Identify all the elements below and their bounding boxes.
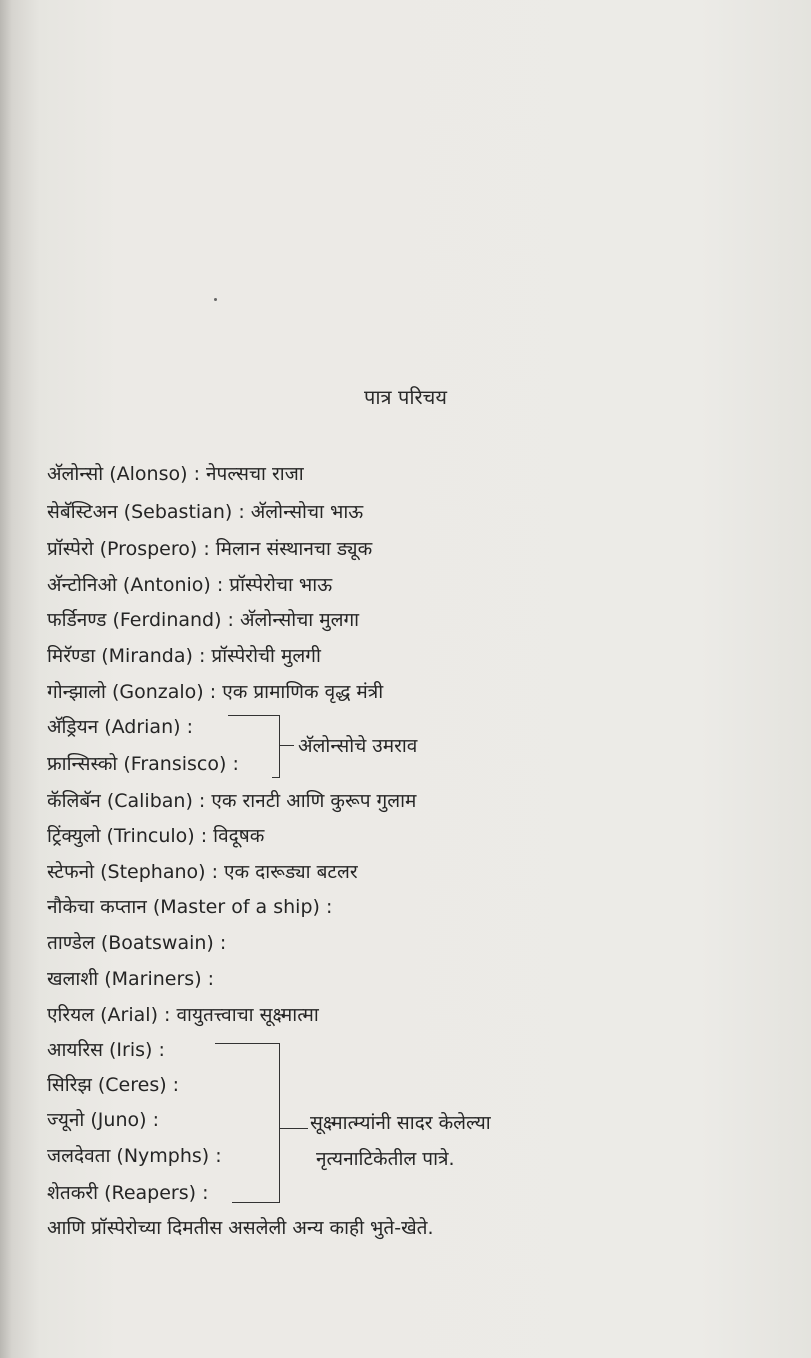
group-label-spirits-line2: नृत्यनाटिकेतील पात्रे. — [316, 1148, 455, 1170]
character-line: प्रॉस्पेरो (Prospero) : मिलान संस्थानचा ड्यूक — [47, 538, 373, 560]
bracket-pointer — [280, 1128, 308, 1129]
character-line: आयरिस (Iris) : — [47, 1039, 165, 1061]
group-label-nobles: अ‍ॅलोन्सोचे उमराव — [298, 735, 418, 757]
character-line: मिरॅण्डा (Miranda) : प्रॉस्पेरोची मुलगी — [47, 645, 321, 667]
character-line: फ्रान्सिस्को (Fransisco) : — [47, 753, 239, 775]
character-line: शेतकरी (Reapers) : — [47, 1182, 209, 1204]
page-title: पात्र परिचय — [364, 385, 447, 409]
character-line: ट्रिंक्युलो (Trinculo) : विदूषक — [47, 825, 265, 847]
character-line: गोन्झालो (Gonzalo) : एक प्रामाणिक वृद्ध मंत्री — [47, 681, 384, 703]
character-line: फर्डिनण्ड (Ferdinand) : अ‍ॅलोन्सोचा मुलगा — [47, 609, 360, 631]
character-line: खलाशी (Mariners) : — [47, 968, 215, 990]
character-line: जलदेवता (Nymphs) : — [47, 1145, 222, 1167]
bracket-vertical — [279, 715, 280, 778]
bracket-vertical — [279, 1043, 280, 1202]
bracket-top — [228, 715, 280, 716]
character-line: सिरिझ (Ceres) : — [47, 1074, 180, 1096]
character-line: नौकेचा कप्तान (Master of a ship) : — [47, 896, 333, 918]
character-line: कॅलिबॅन (Caliban) : एक रानटी आणि कुरूप गुलाम — [47, 790, 417, 812]
group-label-spirits-line1: सूक्ष्मात्म्यांनी सादर केलेल्या — [310, 1112, 491, 1134]
bracket-bottom — [232, 1202, 280, 1203]
bracket-pointer — [280, 745, 294, 746]
character-line: स्टेफनो (Stephano) : एक दारूड्या बटलर — [47, 861, 358, 883]
character-line: अ‍ॅन्टोनिओ (Antonio) : प्रॉस्पेरोचा भाऊ — [47, 574, 333, 596]
bracket-bottom — [272, 777, 280, 778]
print-speck — [214, 298, 217, 301]
closing-line: आणि प्रॉस्पेरोच्या दिमतीस असलेली अन्य काही भुते-खेते. — [47, 1217, 434, 1239]
character-line: अ‍ॅलोन्सो (Alonso) : नेपल्सचा राजा — [47, 463, 304, 485]
character-line: एरियल (Arial) : वायुतत्त्वाचा सूक्ष्मात्मा — [47, 1004, 319, 1026]
character-line: सेबॅस्टिअन (Sebastian) : अ‍ॅलोन्सोचा भाऊ — [47, 501, 364, 523]
character-line: ज्यूनो (Juno) : — [47, 1109, 159, 1131]
character-line: ताण्डेल (Boatswain) : — [47, 932, 227, 954]
character-line: अ‍ॅड्रियन (Adrian) : — [47, 716, 193, 738]
bracket-top — [215, 1043, 279, 1044]
